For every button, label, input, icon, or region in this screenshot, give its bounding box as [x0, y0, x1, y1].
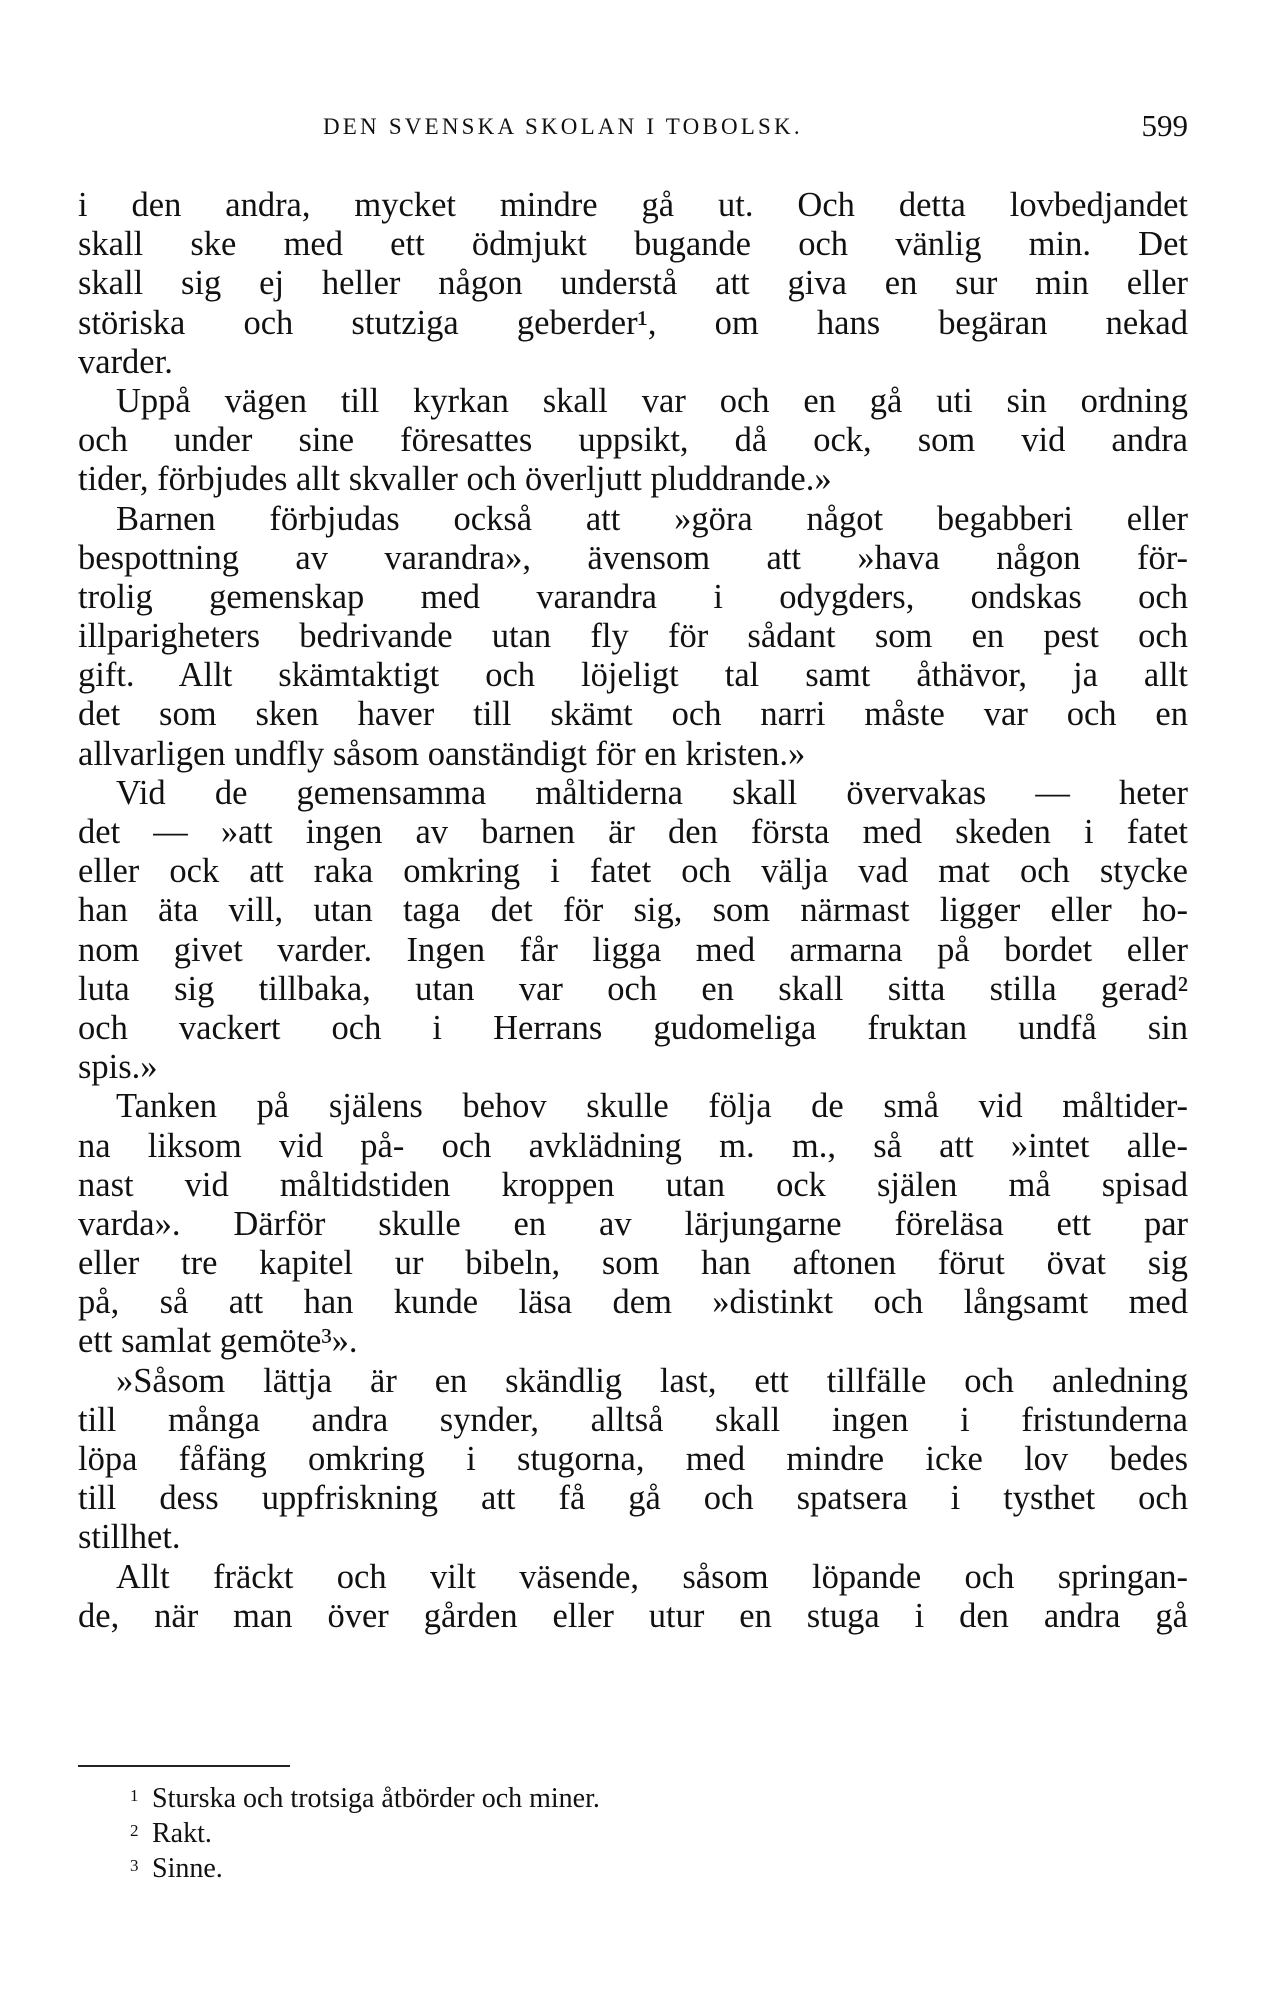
text-line: Tanken på själens behov skulle följa de små vid måltider- [116, 1087, 1188, 1126]
text-line: skall sig ej heller någon understå att giva en sur min eller [78, 264, 1188, 303]
text-line: varda». Därför skulle en av lärjungarne föreläsa ett par [78, 1204, 1188, 1243]
text-line: gift. Allt skämtaktigt och löjeligt tal samt åthävor, ja allt [78, 656, 1188, 695]
text-line: bespottning av varandra», ävensom att »hava någon för- [78, 538, 1188, 577]
footnote-text: Rakt. [152, 1818, 212, 1849]
page-header [78, 108, 1188, 148]
body-text [78, 186, 1188, 1636]
text-line: tider, förbjudes allt skvaller och överljutt pluddrande.» [78, 460, 832, 499]
text-line: och vackert och i Herrans gudomeliga fruktan undfå sin [78, 1008, 1188, 1047]
footnote [130, 1848, 600, 1883]
text-line: skall ske med ett ödmjukt bugande och vänlig min. Det [78, 225, 1188, 264]
text-line: det som sken haver till skämt och narri måste var och en [78, 695, 1188, 734]
footnote-marker: 2 [130, 1821, 139, 1840]
text-line: han äta vill, utan taga det för sig, som närmast ligger eller ho- [78, 891, 1188, 930]
text-line: »Såsom lättja är en skändlig last, ett tillfälle och anledning [116, 1361, 1188, 1400]
text-line: det — »att ingen av barnen är den första med skeden i fatet [78, 813, 1188, 851]
footnote-marker: 3 [130, 1856, 139, 1875]
text-line: ett samlat gemöte³». [78, 1322, 358, 1361]
text-line: varder. [78, 342, 173, 381]
footnote-marker: 1 [130, 1786, 139, 1805]
text-line: stillhet. [78, 1518, 181, 1557]
text-line: till dess uppfriskning att få gå och spatsera i tysthet och [78, 1479, 1188, 1518]
footnote-rule [78, 1765, 290, 1767]
text-line: allvarligen undfly såsom oanständigt för en kristen.» [78, 734, 806, 773]
text-line: löpa fåfäng omkring i stugorna, med mindre icke lov bedes [78, 1440, 1188, 1478]
running-title: DEN SVENSKA SKOLAN I TOBOLSK. [323, 114, 803, 139]
text-line: till många andra synder, alltså skall ingen i fristunderna [78, 1400, 1188, 1439]
footnote [130, 1778, 600, 1813]
footnote-text: Sturska och trotsiga åtbörder och miner. [152, 1783, 600, 1814]
text-line: eller ock att raka omkring i fatet och välja vad mat och stycke [78, 852, 1188, 891]
text-line: spis.» [78, 1048, 158, 1087]
text-line: na liksom vid på- och avklädning m. m., så att »intet alle- [78, 1126, 1188, 1165]
page-number: 599 [1141, 108, 1188, 143]
text-line: Barnen förbjudas också att »göra något begabberi eller [116, 499, 1188, 538]
text-line: trolig gemenskap med varandra i odygders, ondskas och [78, 577, 1188, 616]
footnotes [130, 1778, 600, 1883]
text-line: och under sine föresattes uppsikt, då ock, som vid andra [78, 421, 1188, 460]
text-line: på, så att han kunde läsa dem »distinkt och långsamt med [78, 1283, 1188, 1322]
text-line: Allt fräckt och vilt väsende, såsom löpande och springan- [116, 1557, 1188, 1596]
text-line: illparigheters bedrivande utan fly för sådant som en pest och [78, 617, 1188, 656]
text-line: i den andra, mycket mindre gå ut. Och detta lovbedjandet [78, 186, 1188, 224]
text-line: Vid de gemensamma måltiderna skall övervakas — heter [116, 773, 1188, 812]
text-line: eller tre kapitel ur bibeln, som han aftonen förut övat sig [78, 1244, 1188, 1283]
text-line: de, när man över gården eller utur en stuga i den andra gå [78, 1596, 1188, 1635]
footnote-text: Sinne. [152, 1853, 223, 1884]
text-line: nast vid måltidstiden kroppen utan ock själen må spisad [78, 1165, 1188, 1204]
text-line: luta sig tillbaka, utan var och en skall sitta stilla gerad² [78, 969, 1188, 1008]
text-line: nom givet varder. Ingen får ligga med armarna på bordet eller [78, 930, 1188, 969]
footnote [130, 1813, 600, 1848]
text-line: Uppå vägen till kyrkan skall var och en gå uti sin ordning [116, 381, 1188, 420]
text-line: störiska och stutziga geberder¹, om hans begäran nekad [78, 303, 1188, 342]
